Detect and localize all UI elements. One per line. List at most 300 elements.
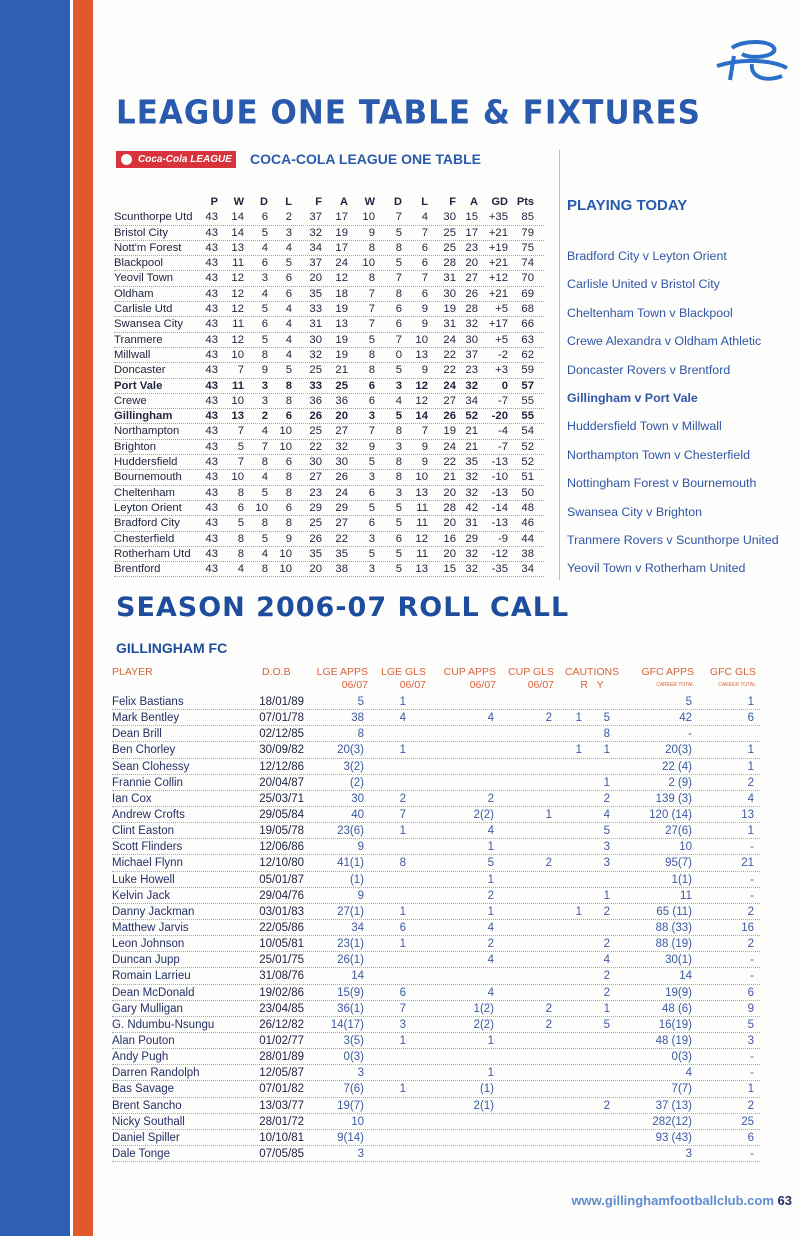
player-name: Sean Clohessy (112, 760, 190, 773)
table-cell: 7 (368, 287, 375, 300)
table-cell: 32 (309, 226, 322, 239)
table-cell: 12 (415, 379, 428, 392)
column-header: D (260, 196, 268, 208)
table-cell: 38 (335, 563, 348, 576)
league-goals: 3 (399, 1018, 406, 1031)
date-of-birth: 19/02/86 (259, 986, 304, 999)
yellow-cards: 2 (603, 792, 610, 805)
league-apps: 10 (351, 1115, 364, 1128)
table-cell: 22 (443, 364, 456, 377)
table-cell: 7 (368, 318, 375, 331)
gfc-career-goals: 13 (741, 808, 754, 821)
date-of-birth: 23/04/85 (259, 1002, 304, 1015)
gfc-career-apps: 65 (11) (656, 905, 692, 918)
date-of-birth: 07/05/85 (259, 1147, 304, 1160)
list-item (112, 694, 760, 710)
table-cell: +35 (488, 211, 508, 224)
list-item (112, 823, 760, 839)
gfc-career-goals: 3 (747, 1034, 754, 1047)
gfc-career-apps: 95(7) (665, 857, 692, 870)
date-of-birth: 01/02/77 (259, 1034, 304, 1047)
table-row (114, 317, 544, 332)
table-row (114, 516, 544, 531)
header-lge-apps (310, 666, 368, 692)
table-cell: 32 (465, 563, 478, 576)
gfc-career-apps: 3 (685, 1147, 692, 1160)
league-table (114, 195, 544, 577)
table-cell: 19 (443, 425, 456, 438)
player-name: Darren Randolph (112, 1067, 200, 1080)
table-cell: 31 (309, 318, 322, 331)
table-cell: 20 (443, 547, 456, 560)
team-name: Scunthorpe Utd (114, 211, 193, 224)
fixture-item: Gillingham v Port Vale (567, 390, 698, 405)
player-name: Luke Howell (112, 873, 175, 886)
header-gfc-gls (702, 666, 756, 692)
list-item (112, 920, 760, 936)
list-item (112, 1065, 760, 1081)
table-cell: -9 (497, 532, 508, 545)
league-goals: 2 (399, 792, 406, 805)
league-goals: 1 (399, 825, 406, 838)
league-apps: 38 (351, 712, 364, 725)
table-cell: +21 (488, 257, 508, 270)
table-cell: 25 (309, 425, 322, 438)
table-cell: -13 (491, 517, 508, 530)
league-apps: 3(2) (343, 760, 364, 773)
table-cell: 43 (205, 303, 218, 316)
table-cell: 7 (421, 272, 428, 285)
table-cell: 24 (443, 440, 456, 453)
header-lge-gls-season: 06/07 (399, 679, 426, 691)
date-of-birth: 22/05/86 (259, 921, 304, 934)
cup-apps: (1) (479, 1083, 494, 1096)
column-header: F (315, 196, 322, 208)
table-cell: 5 (395, 547, 402, 560)
table-row (114, 440, 544, 455)
table-row (114, 379, 544, 394)
table-cell: 21 (465, 440, 478, 453)
table-cell: 30 (443, 211, 456, 224)
cup-goals: 2 (545, 712, 552, 725)
date-of-birth: 03/01/83 (259, 905, 304, 918)
table-cell: 43 (205, 241, 218, 254)
table-cell: 31 (443, 272, 456, 285)
fixture-item: Swansea City v Brighton (567, 504, 702, 519)
table-cell: 12 (415, 394, 428, 407)
table-cell: 16 (443, 532, 456, 545)
team-name: Gillingham (114, 410, 173, 423)
list-item (112, 710, 760, 726)
gfc-career-apps: 0(3) (671, 1051, 692, 1064)
table-cell: 29 (309, 501, 322, 514)
table-cell: 6 (421, 241, 428, 254)
table-cell: 23 (465, 241, 478, 254)
table-cell: +12 (488, 272, 508, 285)
league-apps: 15(9) (337, 986, 364, 999)
table-cell: 7 (261, 440, 268, 453)
date-of-birth: 29/05/84 (259, 808, 304, 821)
header-cup-apps-label: CUP APPS (443, 666, 496, 678)
table-cell: 4 (285, 333, 292, 346)
table-cell: 43 (205, 486, 218, 499)
table-cell: 26 (465, 287, 478, 300)
table-cell: 25 (443, 226, 456, 239)
table-cell: 68 (521, 303, 534, 316)
team-name: Swansea City (114, 318, 184, 331)
table-cell: 36 (309, 394, 322, 407)
table-row (114, 271, 544, 286)
gfc-career-goals: 6 (747, 1131, 754, 1144)
list-item (112, 726, 760, 742)
table-row (114, 363, 544, 378)
table-cell: 69 (521, 287, 534, 300)
list-item (112, 1098, 760, 1114)
date-of-birth: 12/06/86 (259, 841, 304, 854)
column-header: A (470, 196, 478, 208)
cup-apps: 1 (487, 905, 494, 918)
table-cell: 43 (205, 257, 218, 270)
table-cell: 5 (368, 547, 375, 560)
cup-apps: 5 (487, 857, 494, 870)
cup-goals: 1 (545, 808, 552, 821)
list-item (112, 791, 760, 807)
player-name: Felix Bastians (112, 696, 184, 708)
table-cell: 38 (521, 547, 534, 560)
gfc-career-apps: 4 (685, 1067, 692, 1080)
date-of-birth: 18/01/89 (259, 696, 304, 708)
table-cell: 66 (521, 318, 534, 331)
gfc-career-goals: 2 (747, 938, 754, 951)
table-cell: 30 (309, 333, 322, 346)
league-apps: 23(1) (337, 938, 364, 951)
team-name: Chesterfield (114, 532, 175, 545)
column-header: F (449, 196, 456, 208)
table-cell: 3 (395, 440, 402, 453)
table-cell: 8 (285, 486, 292, 499)
table-cell: 5 (368, 333, 375, 346)
gfc-career-apps: 88 (19) (655, 938, 692, 951)
league-badge (116, 151, 236, 182)
gfc-career-apps: 19(9) (665, 986, 692, 999)
table-cell: -7 (497, 394, 508, 407)
table-cell: 37 (309, 257, 322, 270)
table-cell: 28 (443, 501, 456, 514)
table-cell: 51 (521, 471, 534, 484)
table-cell: 8 (368, 241, 375, 254)
table-cell: 8 (261, 348, 268, 361)
table-row (114, 348, 544, 363)
table-cell: 43 (205, 379, 218, 392)
gfc-career-goals: 2 (747, 1099, 754, 1112)
table-cell: 12 (231, 272, 244, 285)
table-cell: 10 (231, 348, 244, 361)
table-cell: +3 (495, 364, 508, 377)
table-cell: 8 (285, 471, 292, 484)
table-cell: 43 (205, 425, 218, 438)
gfc-career-goals: 1 (747, 744, 754, 757)
gfc-career-goals: 2 (747, 776, 754, 789)
yellow-cards: 5 (603, 825, 610, 838)
yellow-cards: 5 (603, 1018, 610, 1031)
table-cell: 7 (395, 272, 402, 285)
yellow-cards: 2 (603, 905, 610, 918)
column-divider (559, 150, 560, 580)
table-cell: 34 (521, 563, 534, 576)
table-cell: 3 (368, 532, 375, 545)
fixture-item: Bradford City v Leyton Orient (567, 249, 727, 263)
table-row (114, 562, 544, 577)
table-cell: 3 (395, 486, 402, 499)
table-cell: 30 (309, 456, 322, 469)
date-of-birth: 28/01/89 (259, 1051, 304, 1064)
gfc-career-goals: 1 (747, 825, 754, 838)
column-header: P (210, 196, 218, 208)
gfc-career-apps: 42 (679, 712, 692, 725)
table-cell: 18 (335, 287, 348, 300)
table-cell: 63 (521, 333, 534, 346)
table-cell: +17 (488, 318, 508, 331)
gfc-career-goals: - (750, 1147, 754, 1160)
table-cell: 43 (205, 456, 218, 469)
footer-url[interactable]: www.gillinghamfootballclub.com (571, 1193, 774, 1208)
player-name: Duncan Jupp (112, 954, 180, 967)
table-cell: 8 (395, 456, 402, 469)
table-row (114, 287, 544, 302)
gfc-career-goals: 6 (747, 986, 754, 999)
date-of-birth: 05/01/87 (259, 873, 304, 886)
table-cell: 27 (309, 471, 322, 484)
gfc-career-apps: 1(1) (671, 873, 692, 886)
table-cell: 10 (231, 394, 244, 407)
table-cell: 13 (231, 241, 244, 254)
table-cell: 14 (415, 410, 428, 423)
left-blue-stripe (0, 0, 70, 1236)
table-cell: 28 (465, 303, 478, 316)
gfc-career-apps: 14 (679, 970, 692, 983)
table-cell: 3 (261, 379, 268, 392)
gfc-career-goals: - (750, 873, 754, 886)
table-cell: 4 (261, 547, 268, 560)
cup-apps: 2(1) (473, 1099, 494, 1112)
table-cell: 24 (335, 486, 348, 499)
table-cell: 11 (232, 379, 244, 392)
column-header: GD (491, 196, 508, 208)
table-row (114, 241, 544, 256)
date-of-birth: 12/05/87 (259, 1067, 304, 1080)
fixture-item: Northampton Town v Chesterfield (567, 447, 750, 462)
header-cautions-label: CAUTIONS (564, 666, 620, 678)
gfc-career-goals: 25 (741, 1115, 754, 1128)
table-cell: 22 (443, 348, 456, 361)
table-cell: 0 (501, 379, 508, 392)
player-name: Dean Brill (112, 728, 162, 741)
gfc-career-goals: - (750, 954, 754, 967)
table-cell: 57 (521, 379, 534, 392)
player-name: Nicky Southall (112, 1115, 185, 1128)
league-apps: 14(17) (330, 1018, 364, 1031)
league-apps: 0(3) (343, 1051, 364, 1064)
table-cell: 20 (309, 563, 322, 576)
table-cell: 4 (261, 471, 268, 484)
fixture-item: Yeovil Town v Rotherham United (567, 561, 746, 576)
list-item (112, 1081, 760, 1097)
table-cell: 6 (285, 410, 292, 423)
table-cell: 5 (237, 440, 244, 453)
yellow-cards: 4 (603, 808, 610, 821)
table-cell: 7 (237, 425, 244, 438)
gfc-career-apps: 139 (3) (655, 792, 692, 805)
gfc-career-apps: 48 (19) (655, 1034, 692, 1047)
date-of-birth: 30/09/82 (259, 744, 304, 757)
table-cell: 13 (415, 348, 428, 361)
player-name: Dale Tonge (112, 1147, 170, 1160)
header-gfc-gls-label: GFC GLS (709, 666, 756, 678)
table-row (114, 470, 544, 485)
table-cell: 32 (465, 471, 478, 484)
table-cell: 8 (395, 241, 402, 254)
table-cell: +5 (495, 303, 508, 316)
table-cell: 26 (443, 410, 456, 423)
league-goals: 4 (399, 712, 406, 725)
table-cell: 4 (285, 303, 292, 316)
table-cell: +19 (488, 241, 508, 254)
table-cell: 43 (205, 364, 218, 377)
yellow-cards: 2 (603, 938, 610, 951)
list-item (112, 759, 760, 775)
league-goals: 1 (399, 1034, 406, 1047)
table-cell: 8 (368, 272, 375, 285)
gfc-career-goals: 2 (747, 905, 754, 918)
table-cell: 25 (443, 241, 456, 254)
table-cell: 31 (465, 517, 478, 530)
league-apps: 26(1) (337, 954, 364, 967)
header-lge-apps-season: 06/07 (341, 679, 368, 691)
gfc-career-goals: 16 (741, 921, 754, 934)
table-cell: 11 (416, 547, 428, 560)
table-cell: 4 (261, 425, 268, 438)
team-name: Millwall (114, 348, 151, 361)
header-cup-apps (438, 666, 496, 692)
table-cell: 26 (309, 532, 322, 545)
table-cell: 12 (231, 333, 244, 346)
team-name: Cheltenham (114, 486, 175, 499)
gfc-career-goals: 5 (747, 1018, 754, 1031)
gfc-career-goals: 1 (747, 760, 754, 773)
gfc-career-apps: 30(1) (665, 954, 692, 967)
cup-apps: 1(2) (473, 1002, 494, 1015)
table-cell: 8 (368, 348, 375, 361)
table-cell: 14 (231, 211, 244, 224)
league-apps: (1) (349, 873, 364, 886)
table-cell: 6 (395, 532, 402, 545)
roll-call-subtitle: GILLINGHAM FC (116, 640, 228, 656)
yellow-cards: 1 (603, 1002, 610, 1015)
league-goals: 6 (399, 921, 406, 934)
table-cell: 8 (285, 379, 292, 392)
table-cell: 6 (421, 257, 428, 270)
table-cell: 6 (237, 501, 244, 514)
league-apps: 34 (351, 921, 364, 934)
table-cell: 9 (368, 440, 375, 453)
table-cell: 23 (465, 364, 478, 377)
table-cell: 5 (395, 563, 402, 576)
table-row (114, 486, 544, 501)
red-cards: 1 (575, 905, 582, 918)
cup-apps: 2 (487, 792, 494, 805)
table-cell: 5 (261, 226, 268, 239)
table-cell: 79 (521, 226, 534, 239)
cup-apps: 2 (487, 938, 494, 951)
table-cell: 7 (237, 456, 244, 469)
table-row (114, 501, 544, 516)
gfc-logo (712, 38, 792, 88)
yellow-cards: 5 (603, 712, 610, 725)
table-cell: 20 (465, 257, 478, 270)
gfc-career-apps: 2 (9) (668, 776, 692, 789)
table-cell: 2 (261, 410, 268, 423)
league-goals: 1 (399, 744, 406, 757)
list-item (112, 904, 760, 920)
list-item (112, 1001, 760, 1017)
table-cell: 9 (421, 364, 428, 377)
table-cell: 23 (309, 486, 322, 499)
table-cell: 8 (261, 456, 268, 469)
gfc-career-apps: - (688, 728, 692, 741)
table-cell: 9 (421, 318, 428, 331)
table-cell: 11 (416, 501, 428, 514)
player-name: Danny Jackman (112, 905, 195, 918)
table-cell: 6 (368, 394, 375, 407)
table-cell: 85 (521, 211, 534, 224)
header-cup-apps-season: 06/07 (469, 679, 496, 691)
table-cell: 8 (237, 532, 244, 545)
table-row (114, 302, 544, 317)
header-gfc-apps (636, 666, 694, 692)
league-table-header (114, 195, 544, 210)
table-subtitle: COCA-COLA LEAGUE ONE TABLE (250, 151, 481, 167)
date-of-birth: 28/01/72 (259, 1115, 304, 1128)
table-cell: 33 (309, 303, 322, 316)
fixture-item: Doncaster Rovers v Brentford (567, 362, 731, 377)
team-name: Brighton (114, 440, 157, 453)
player-name: Scott Flinders (112, 841, 183, 854)
table-cell: 24 (335, 257, 348, 270)
cup-apps: 2(2) (473, 808, 494, 821)
gfc-career-goals: - (750, 889, 754, 902)
table-cell: 35 (465, 456, 478, 469)
table-cell: 17 (335, 211, 348, 224)
league-apps: (2) (349, 776, 364, 789)
table-cell: 5 (368, 456, 375, 469)
table-cell: 10 (279, 440, 292, 453)
table-cell: 7 (368, 303, 375, 316)
table-cell: 8 (368, 364, 375, 377)
table-cell: 8 (395, 287, 402, 300)
league-apps: 9 (357, 841, 364, 854)
yellow-cards: 1 (603, 776, 610, 789)
team-name: Carlisle Utd (114, 303, 173, 316)
table-cell: 19 (335, 333, 348, 346)
list-item (112, 1130, 760, 1146)
list-item (112, 1114, 760, 1130)
roll-call-title: SEASON 2006-07 ROLL CALL (116, 592, 570, 623)
date-of-birth: 19/05/78 (259, 825, 304, 838)
player-name: Michael Flynn (112, 857, 183, 870)
table-cell: 27 (335, 517, 348, 530)
table-cell: 6 (285, 501, 292, 514)
table-cell: 5 (261, 333, 268, 346)
